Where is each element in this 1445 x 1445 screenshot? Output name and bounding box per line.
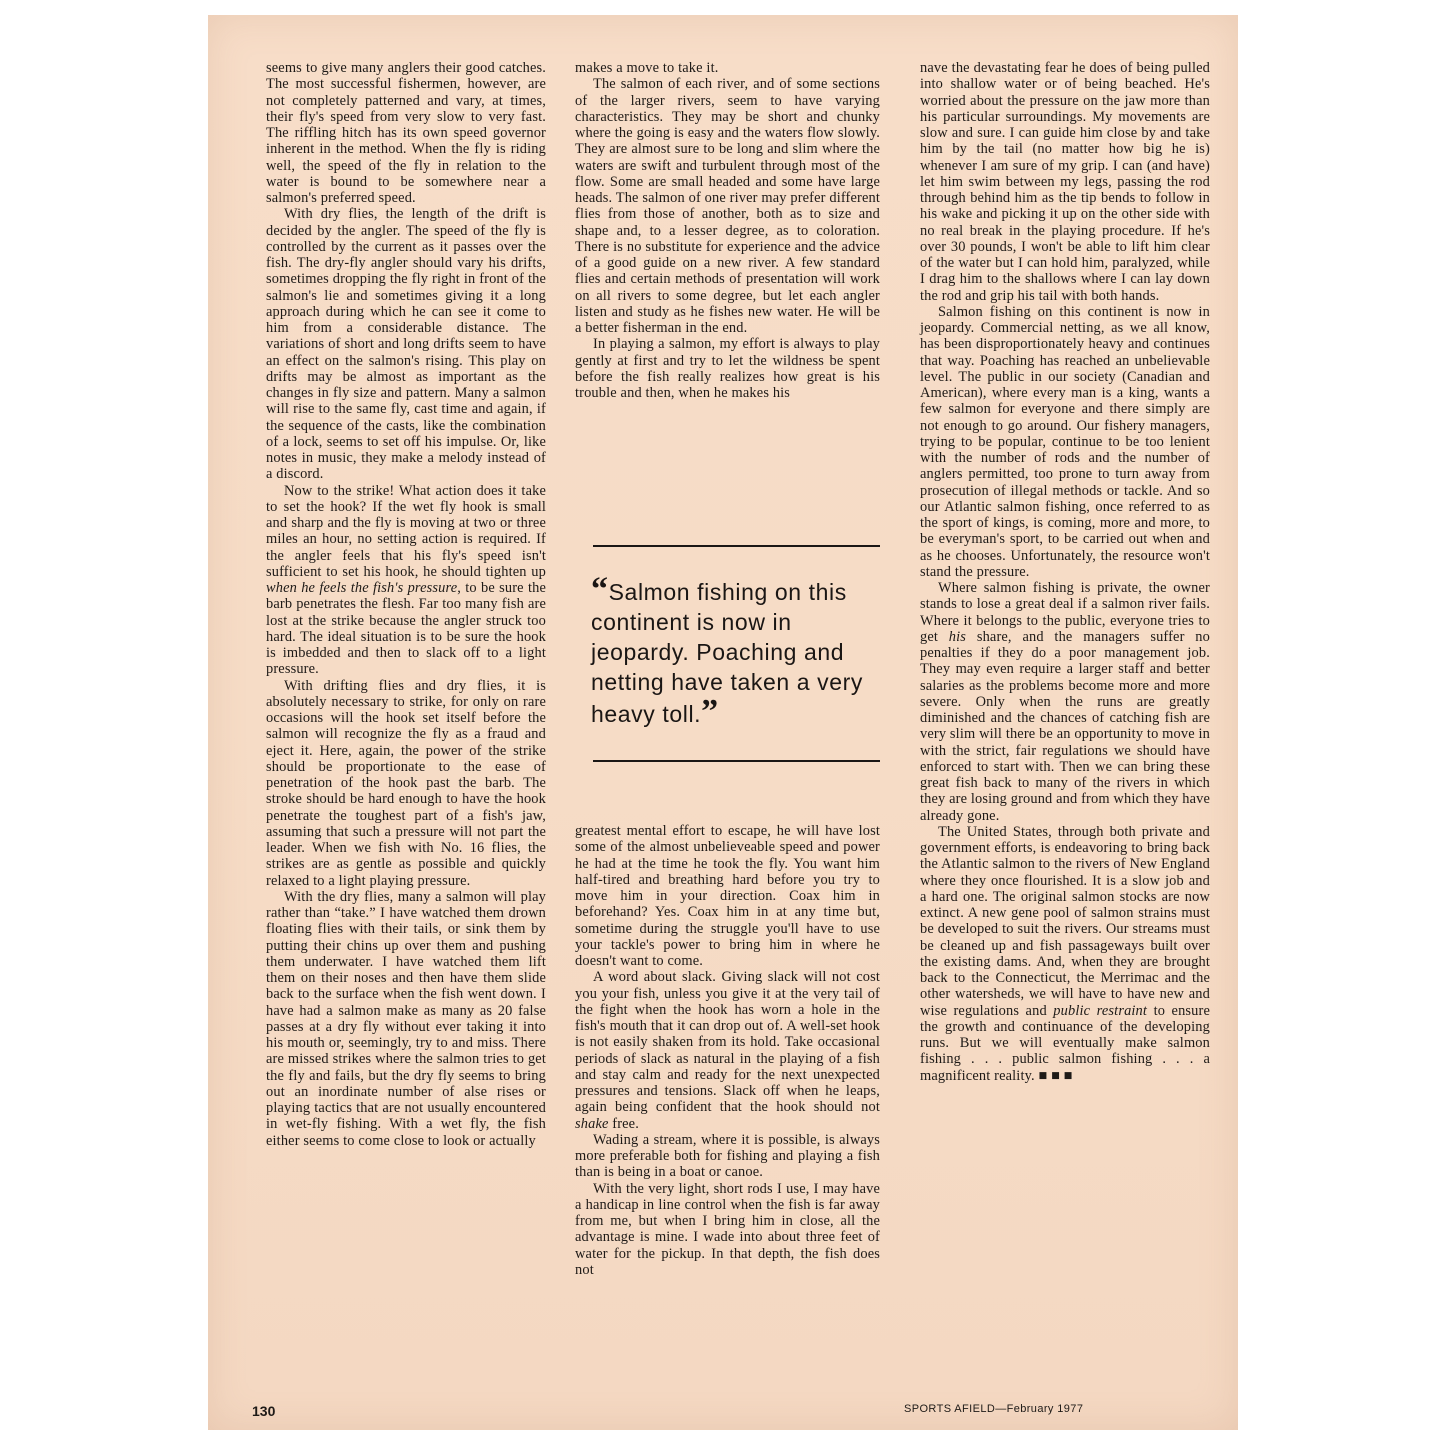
paragraph: Salmon fishing on this continent is now in jeopardy. Commercial netting, as we all know, has been disproportionately heavy and continues that way. Poaching has reached an unbelievable level. The public in our society (Canadian and American), where every man is a king, wants a few salmon for everyone and there simply are not enough to go around. Our fishery managers, trying to be popular, continue to be too lenient with the number of rods and the number of anglers permitted, too prone to turn away from prosecution of illegal methods or tackle. And so our Atlantic salmon fishing, once referred to as the sport of kings, is coming, more and more, to be everyman's sport, to be carried out when and as he chooses. Unfortunately, the resource won't stand the pressure. bbox=[920, 303, 1210, 580]
paragraph: greatest mental effort to escape, he will have lost some of the almost unbelieveable speed and power he had at the time he took the fly. You want him half-tired and breathing hard before you try to move him in your direction. Coax him in beforehand? Yes. Coax him in at any time but, sometime during the struggle you'll have to use your tackle's power to bring him in where he doesn't want to come. bbox=[575, 823, 880, 969]
paragraph: With dry flies, the length of the drift is decided by the angler. The speed of the fly is controlled by the current as it passes over the fish. The dry-fly angler should vary his drifts, sometimes dropping the fly right in front of the salmon's lie and sometimes giving it a long approach during which he can see it come to him from a considerable distance. The variations of short and long drifts seem to have an effect on the salmon's rising. This play on drifts may be almost as important as the changes in fly size and pattern. Many a salmon will rise to the same fly, cast time and again, if the sequence of the casts, like the combination of a lock, seems to set off his impulse. Or, like notes in music, they make a melody instead of a discord. bbox=[266, 206, 546, 483]
pull-quote-top-rule bbox=[593, 545, 880, 547]
pull-quote-bottom-rule bbox=[593, 760, 880, 762]
article-column-1 bbox=[266, 60, 546, 1149]
paragraph: A word about slack. Giving slack will not cost you your fish, unless you give it at the very tail of the fight when the hook has worn a hole in the fish's mouth that it can drop out of. A well-set hook is not easily shaken from its hold. Take occasional periods of slack as natural in the playing of a fish and stay calm and ready for the next unexpected pressures and tensions. Slack off when he leaps, again being confident that the hook should not shake free. bbox=[575, 969, 880, 1132]
magazine-footer: SPORTS AFIELD—February 1977 bbox=[904, 1403, 1084, 1415]
open-quote-mark: “ bbox=[591, 571, 609, 608]
paragraph: Wading a stream, where it is possible, is always more preferable both for fishing and playing a fish than is being in a boat or canoe. bbox=[575, 1131, 880, 1181]
paragraph: The United States, through both private and government efforts, is endeavoring to bring back the Atlantic salmon to the rivers of New England where they once flourished. It is a slow job and a hard one. The original salmon stocks are now extinct. A new gene pool of salmon strains must be developed to suit the rivers. Our streams must be cleaned up and fish passageways built over the existing dams. And, when they are brought back to the Connecticut, the Merrimac and the other watersheds, we will have to have new and wise regulations and public restraint to ensure the growth and continuance of the developing runs. But we will eventually make salmon fishing . . . public salmon fishing . . . a magnificent reality. ■ ■ ■ bbox=[920, 823, 1211, 1084]
pull-quote-text: Salmon fishing on this continent is now in jeopardy. Poaching and netting have taken a very heavy toll. bbox=[591, 579, 863, 727]
paragraph: seems to give many anglers their good catches. The most successful fishermen, however, are not completely patterned and vary, at times, their fly's speed from very slow to very fast. The riffling hitch has its own speed governor inherent in the method. When the fly is riding well, the speed of the fly in relation to the water is bound to be somewhere near a salmon's preferred speed. bbox=[266, 60, 546, 206]
paragraph: In playing a salmon, my effort is always to play gently at first and try to let the wildness be spent before the fish really realizes how great is his trouble and then, when he makes his bbox=[575, 336, 880, 401]
paragraph: makes a move to take it. bbox=[575, 60, 719, 76]
end-mark: ■ ■ ■ bbox=[1038, 1067, 1073, 1084]
paragraph: The salmon of each river, and of some sections of the larger rivers, seem to have varying characteristics. They may be short and chunky where the going is easy and the waters flow slowly. They are almost sure to be long and slim where the waters are swift and turbulent through most of the flow. Some are small headed and some have large heads. The salmon of one river may prefer different flies from those of another, both as to size and shape and, to a lesser degree, as to coloration. There is no substitute for experience and the advice of a good guide on a new river. A few standard flies and certain methods of presentation will work on all rivers to some degree, but let each angler listen and study as he fishes new water. He will be a better fisherman in the end. bbox=[575, 76, 880, 336]
pull-quote bbox=[591, 571, 886, 730]
paragraph: nave the devastating fear he does of being pulled into shallow water or of being beached. He's worried about the pressure on the jaw more than his particular surroundings. My movements are slow and sure. I can guide him close by and take him by the tail (no matter how big he is) whenever I am sure of my grip. I can (and have) let him swim between my legs, passing the rod through behind him as the tip bends to follow in his wake and picking it up on the other side with no real break in the playing procedure. If he's over 30 pounds, I won't be able to lift him clear of the water but I can hold him, paralyzed, while I drag him to the shallows where I can lay down the rod and grip his tail with both hands. bbox=[920, 60, 1210, 304]
article-column-2-bottom bbox=[575, 823, 880, 1278]
paragraph: With the very light, short rods I use, I may have a handicap in line control when the fish is far away from me, but when I bring him in close, all the advantage is mine. I wade into about three feet of water for the pickup. In that depth, the fish does not bbox=[575, 1180, 880, 1278]
page-number: 130 bbox=[252, 1403, 276, 1419]
article-column-3 bbox=[920, 60, 1210, 1084]
close-quote-mark: ” bbox=[701, 693, 719, 730]
article-column-2-top bbox=[575, 60, 880, 401]
magazine-page bbox=[208, 15, 1238, 1430]
paragraph: Where salmon fishing is private, the owner stands to lose a great deal if a salmon river fails. Where it belongs to the public, everyone tries to get his share, and the managers suffer no penalties if they do a poor management job. They may even require a larger staff and better salaries as the problems become more and more severe. Only when the runs are greatly diminished and the chances of catching fish are very slim will there be an opportunity to move in with the strict, fair regulations we should have enforced to start with. Then we can bring these great fish back to many of the rivers in which they are losing ground and from which they have already gone. bbox=[920, 580, 1210, 824]
paragraph: With drifting flies and dry flies, it is absolutely necessary to strike, for only on rare occasions will the hook set itself before the salmon will recognize the fly as a fraud and eject it. Here, again, the power of the strike should be proportionate to the ease of penetration of the hook past the barb. The stroke should be hard enough to have the hook penetrate the toughest part of a fish's jaw, assuming that such a pressure will not part the leader. When we fish with No. 16 flies, the strikes are as gentle as possible and quickly relaxed to a light playing pressure. bbox=[266, 677, 546, 889]
paragraph: Now to the strike! What action does it take to set the hook? If the wet fly hook is small and sharp and the fly is moving at two or three miles an hour, no setting action is required. If the angler feels that his fly's speed isn't sufficient to set his hook, he should tighten up when he feels the fish's pressure, to be sure the barb penetrates the flesh. Far too many fish are lost at the strike because the angler struck too hard. The ideal situation is to be sure the hook is imbedded and then to slack off to a light pressure. bbox=[266, 482, 546, 678]
paragraph: With the dry flies, many a salmon will play rather than “take.” I have watched them drown floating flies with their tails, or sink them by putting their chins up over them and pushing them underwater. I have watched them lift them on their noses and then have them slide back to the surface when the fish went down. I have had a salmon make as many as 20 false passes at a dry fly without ever taking it into his mouth or, seemingly, try to and miss. There are missed strikes where the salmon tries to get the fly and fails, but the dry fly seems to bring out an inordinate number of alse rises or playing tactics that are not usually encountered in wet-fly fishing. With a wet fly, the fish either seems to come close to look or actually bbox=[266, 888, 546, 1149]
